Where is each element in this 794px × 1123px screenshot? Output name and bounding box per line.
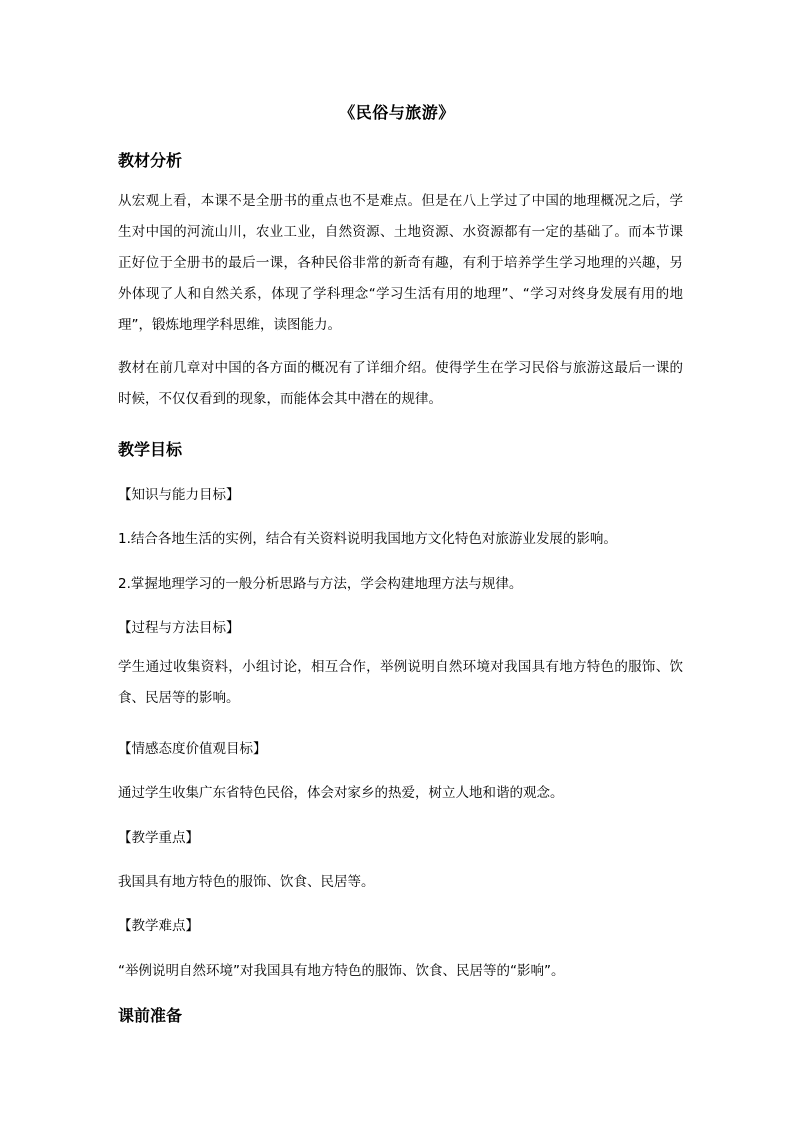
key-point-label: 【教学重点】 (118, 830, 199, 846)
key-point-text: 我国具有地方特色的服饰、饮食、民居等。 (118, 874, 375, 890)
knowledge-goal-label: 【知识与能力目标】 (118, 487, 240, 503)
knowledge-goal-item-1: 1.结合各地生活的实例，结合有关资料说明我国地方文化特色对旅游业发展的影响。 (118, 531, 617, 547)
heading-goals: 教学目标 (118, 440, 183, 459)
analysis-paragraph-1: 从宏观上看，本课不是全册书的重点也不是难点。但是在八上学过了中国的地理概况之后，学生对中国的河流山川，农业工业，自然资源、土地资源、水资源都有一定的基础了。而本节课正好位于全册书的最后一课，各种民俗非常的新奇有趣，有利于培养学生学习地理的兴趣，另外体现了人和自然关系，体现了学科理念“学习生活有用的地理”、“学习对终身发展有用的地理”，锻炼地理学科思维，读图能力。 (118, 193, 683, 333)
knowledge-goal-item-2: 2.掌握地理学习的一般分析思路与方法，学会构建地理方法与规律。 (118, 576, 523, 592)
difficulty-text: “举例说明自然环境”对我国具有地方特色的服饰、饮食、民居等的“影响”。 (118, 963, 565, 979)
process-goal-text: 学生通过收集资料，小组讨论，相互合作，举例说明自然环境对我国具有地方特色的服饰、饮食、民居等的影响。 (118, 659, 683, 706)
process-goal-label: 【过程与方法目标】 (118, 620, 240, 636)
heading-prep: 课前准备 (118, 1006, 183, 1025)
difficulty-label: 【教学难点】 (118, 918, 199, 934)
document-title: 《民俗与旅游》 (339, 103, 455, 122)
heading-analysis: 教材分析 (118, 151, 183, 170)
emotion-goal-label: 【情感态度价值观目标】 (118, 741, 267, 757)
analysis-paragraph-2: 教材在前几章对中国的各方面的概况有了详细介绍。使得学生在学习民俗与旅游这最后一课的时候，不仅仅看到的现象，而能体会其中潜在的规律。 (118, 360, 683, 407)
emotion-goal-text: 通过学生收集广东省特色民俗，体会对家乡的热爱，树立人地和谐的观念。 (118, 785, 564, 801)
